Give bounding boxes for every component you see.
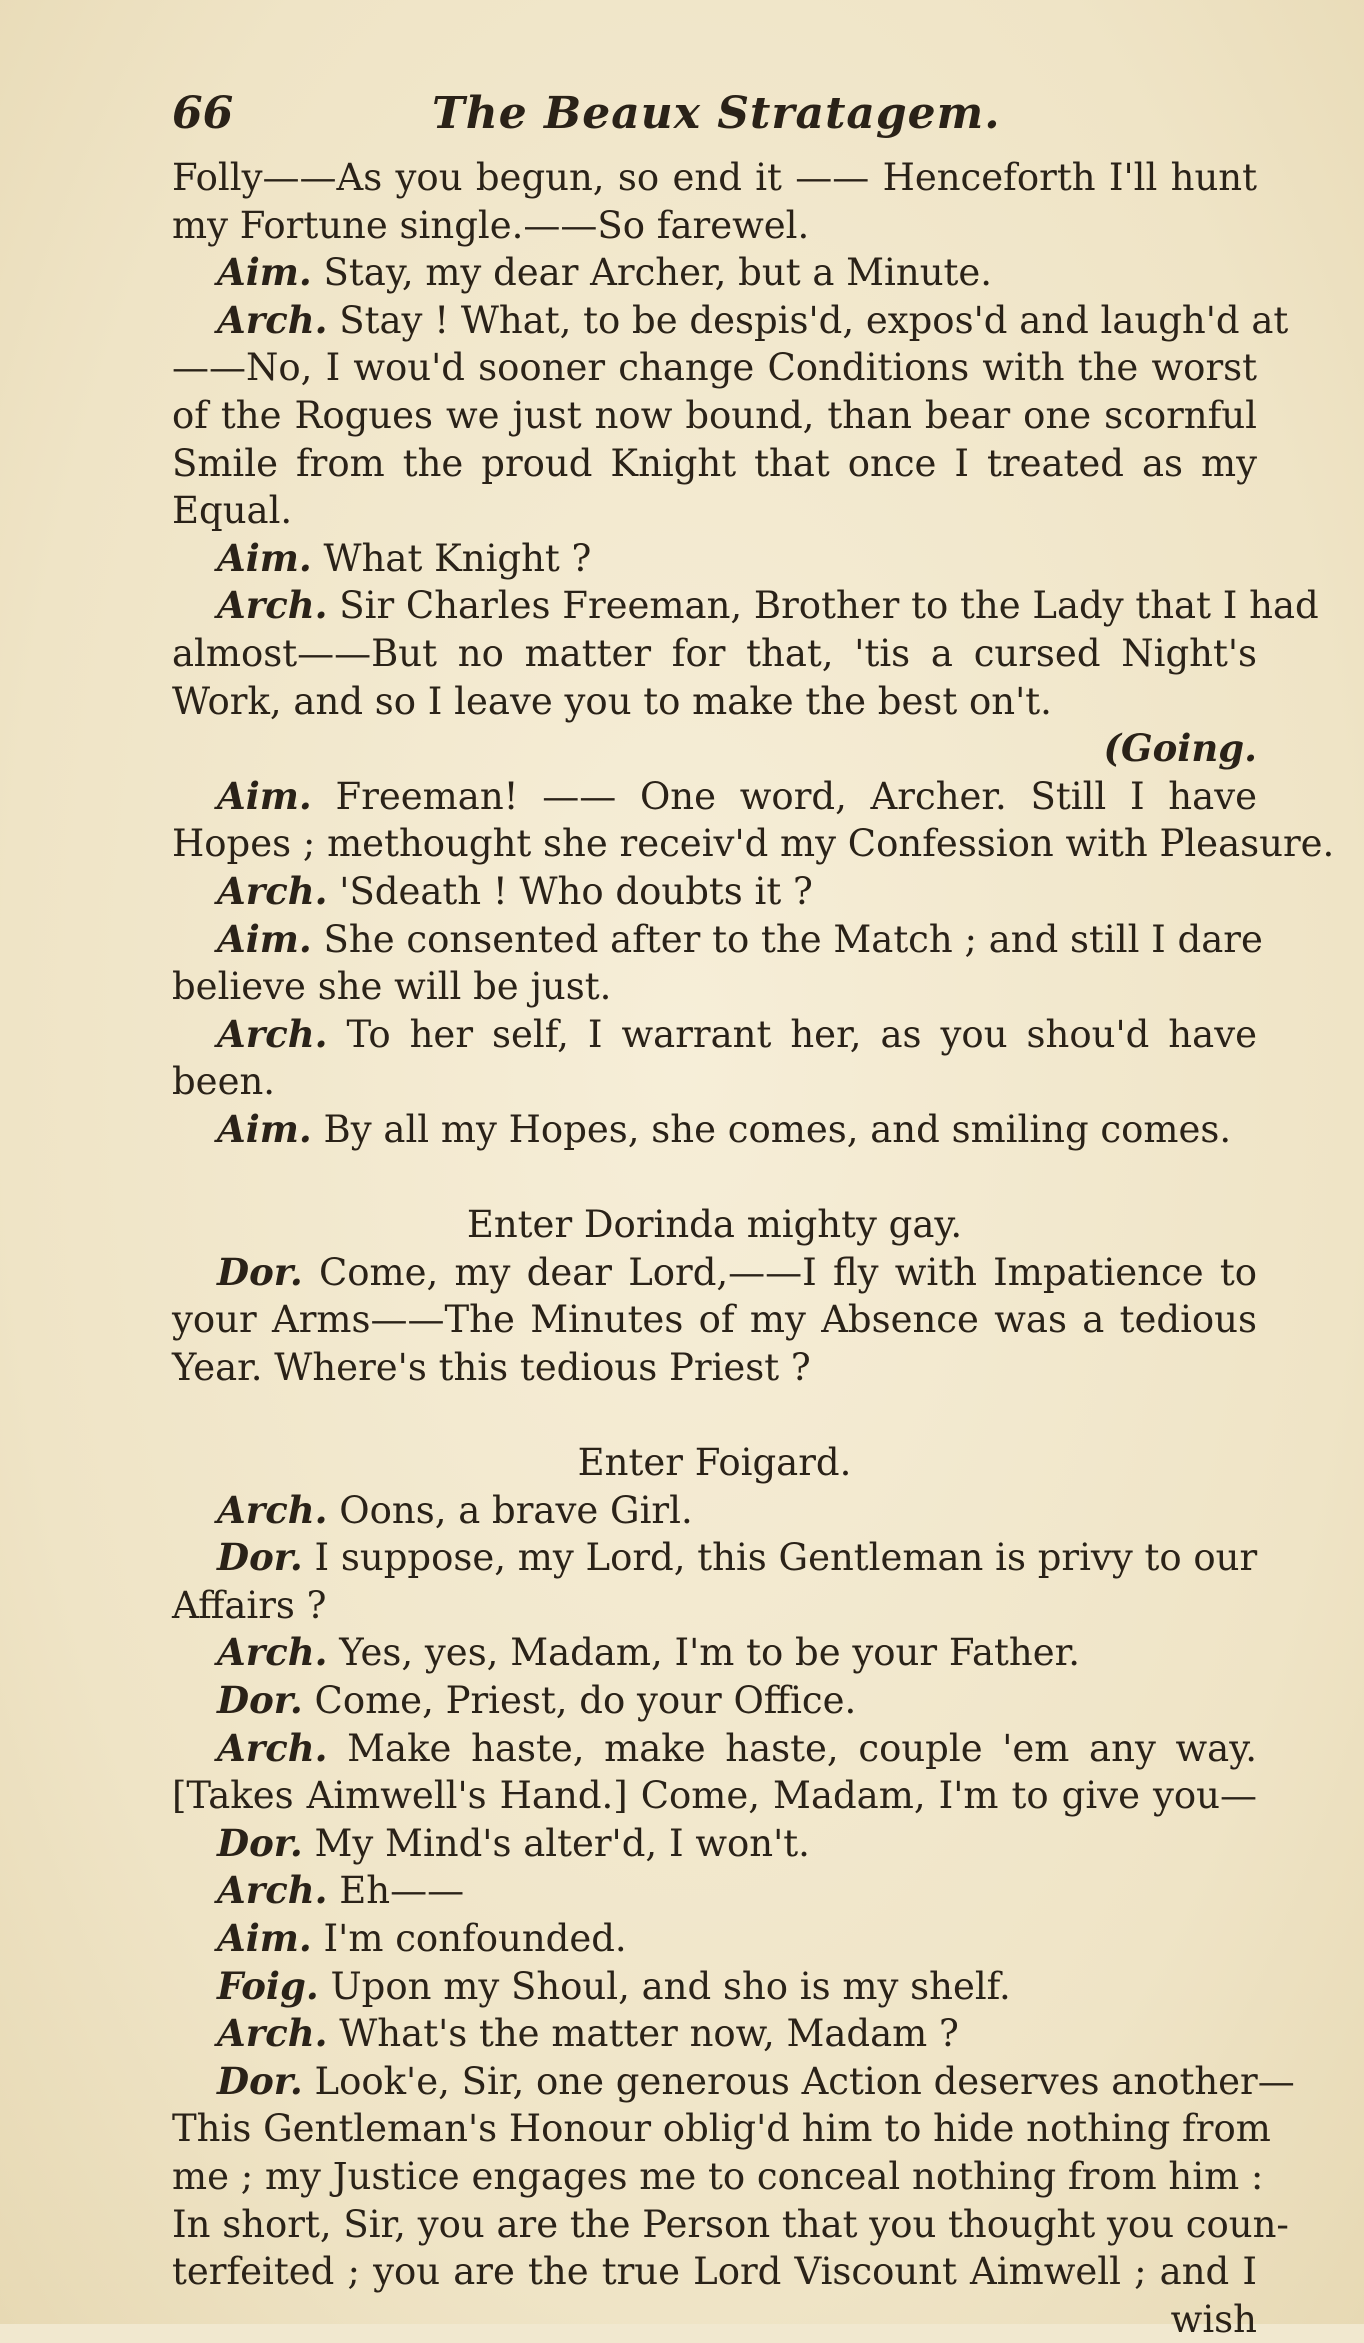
text-line: Dor. I suppose, my Lord, this Gentleman is privy to our	[217, 1535, 1258, 1580]
speaker-label: Arch.	[217, 1011, 328, 1056]
stage-direction: Enter Foigard.	[577, 1441, 852, 1485]
speaker-label: Arch.	[217, 2011, 328, 2056]
text-line: me ; my Justice engages me to conceal nothing from him :	[172, 2154, 1264, 2198]
speaker-label: Aim.	[217, 916, 312, 961]
speaker-label: Aim.	[217, 535, 312, 580]
text-line: [Takes Aimwell's Hand.] Come, Madam, I'm to give you—	[172, 1774, 1257, 1818]
page-number: 66	[172, 88, 234, 139]
speaker-label: Arch.	[217, 1630, 328, 1675]
text-line: Folly——As you begun, so end it —— Henceforth I'll hunt	[172, 156, 1257, 199]
text-line: Aim. Stay, my dear Archer, but a Minute.	[217, 250, 993, 295]
text-line: Arch. Eh——	[217, 1868, 465, 1913]
blank-line	[172, 1153, 1257, 1201]
text-line: Affairs ?	[172, 1583, 327, 1627]
text-line: Aim. She consented after to the Match ; and still I dare	[217, 916, 1263, 961]
text-line: This Gentleman's Honour oblig'd him to hide nothing from	[172, 2107, 1271, 2151]
text-line: of the Rogues we just now bound, than bear one scornful	[172, 393, 1257, 437]
text-line: your Arms——The Minutes of my Absence was a tedious	[172, 1298, 1257, 1342]
text-line: Hopes ; methought she receiv'd my Confession with Pleasure.	[172, 822, 1335, 866]
text-line: Dor. Look'e, Sir, one generous Action deserves another—	[217, 2058, 1295, 2103]
text-line: been.	[172, 1060, 276, 1104]
speaker-label: Dor.	[217, 1535, 303, 1580]
speaker-label: Dor.	[217, 1249, 303, 1294]
text-line: my Fortune single.——So farewel.	[172, 203, 810, 247]
speaker-label: Dor.	[217, 1678, 303, 1722]
text-line: believe she will be just.	[172, 965, 612, 1009]
text-line: Aim. I'm confounded.	[217, 1915, 627, 1960]
text-line: Aim. What Knight ?	[217, 535, 592, 580]
text-line: In short, Sir, you are the Person that you thought you coun-	[172, 2202, 1289, 2246]
text-line: Dor. Come, my dear Lord,——I fly with Impatience to	[217, 1249, 1257, 1294]
text-line: Arch. 'Sdeath ! Who doubts it ?	[217, 868, 813, 913]
text-line: Arch. Stay ! What, to be despis'd, expos'd and laugh'd at	[217, 297, 1289, 342]
blank-line	[172, 1391, 1257, 1439]
text-line: Arch. Sir Charles Freeman, Brother to the Lady that I had	[217, 583, 1319, 628]
text-line: Foig. Upon my Shoul, and sho is my shelf.	[217, 1963, 1011, 2008]
text-line: ——No, I wou'd sooner change Conditions with the worst	[172, 346, 1257, 390]
text-line: Aim. By all my Hopes, she comes, and smiling comes.	[217, 1106, 1232, 1151]
speaker-label: Arch.	[217, 1868, 328, 1913]
text-line: Aim. Freeman! —— One word, Archer. Still I have	[217, 773, 1257, 818]
speaker-label: Dor.	[217, 2058, 303, 2103]
speaker-label: Aim.	[217, 250, 312, 295]
speaker-label: Arch.	[217, 297, 328, 342]
text-line: almost——But no matter for that, 'tis a cursed Night's	[172, 631, 1257, 675]
stage-direction: (Going.	[1103, 726, 1257, 771]
page-text	[172, 88, 1335, 2343]
text-line: terfeited ; you are the true Lord Viscount Aimwell ; and I	[172, 2250, 1257, 2294]
text-line: Arch. Yes, yes, Madam, I'm to be your Father.	[217, 1630, 1081, 1675]
text-line: Arch. To her self, I warrant her, as you shou'd have	[217, 1011, 1257, 1056]
speaker-label: Arch.	[217, 1487, 328, 1532]
text-line: Arch. Oons, a brave Girl.	[217, 1487, 693, 1532]
speaker-label: Dor.	[217, 1820, 303, 1865]
text-line: Year. Where's this tedious Priest ?	[172, 1345, 811, 1389]
running-title: The Beaux Stratagem.	[432, 88, 1001, 139]
text-line: Equal.	[172, 489, 293, 533]
speaker-label: Aim.	[217, 1915, 312, 1960]
speaker-label: Arch.	[217, 583, 328, 628]
text-line: Arch. What's the matter now, Madam ?	[217, 2011, 959, 2056]
text-line: Work, and so I leave you to make the best on't.	[172, 679, 1052, 723]
speaker-label: Aim.	[217, 1106, 312, 1151]
catchword: wish	[1170, 2297, 1257, 2341]
speaker-label: Aim.	[217, 773, 312, 818]
speaker-label: Arch.	[217, 868, 328, 913]
stage-direction: Enter Dorinda mighty gay.	[466, 1203, 963, 1247]
text-line: Dor. Come, Priest, do your Office.	[217, 1678, 857, 1722]
text-line: Smile from the proud Knight that once I treated as my	[172, 441, 1257, 485]
speaker-label: Arch.	[217, 1725, 328, 1770]
page-header	[172, 90, 1257, 154]
text-line: Dor. My Mind's alter'd, I won't.	[217, 1820, 810, 1865]
text-line: Arch. Make haste, make haste, couple 'em any way.	[217, 1725, 1257, 1770]
speaker-label: Foig.	[217, 1963, 319, 2008]
